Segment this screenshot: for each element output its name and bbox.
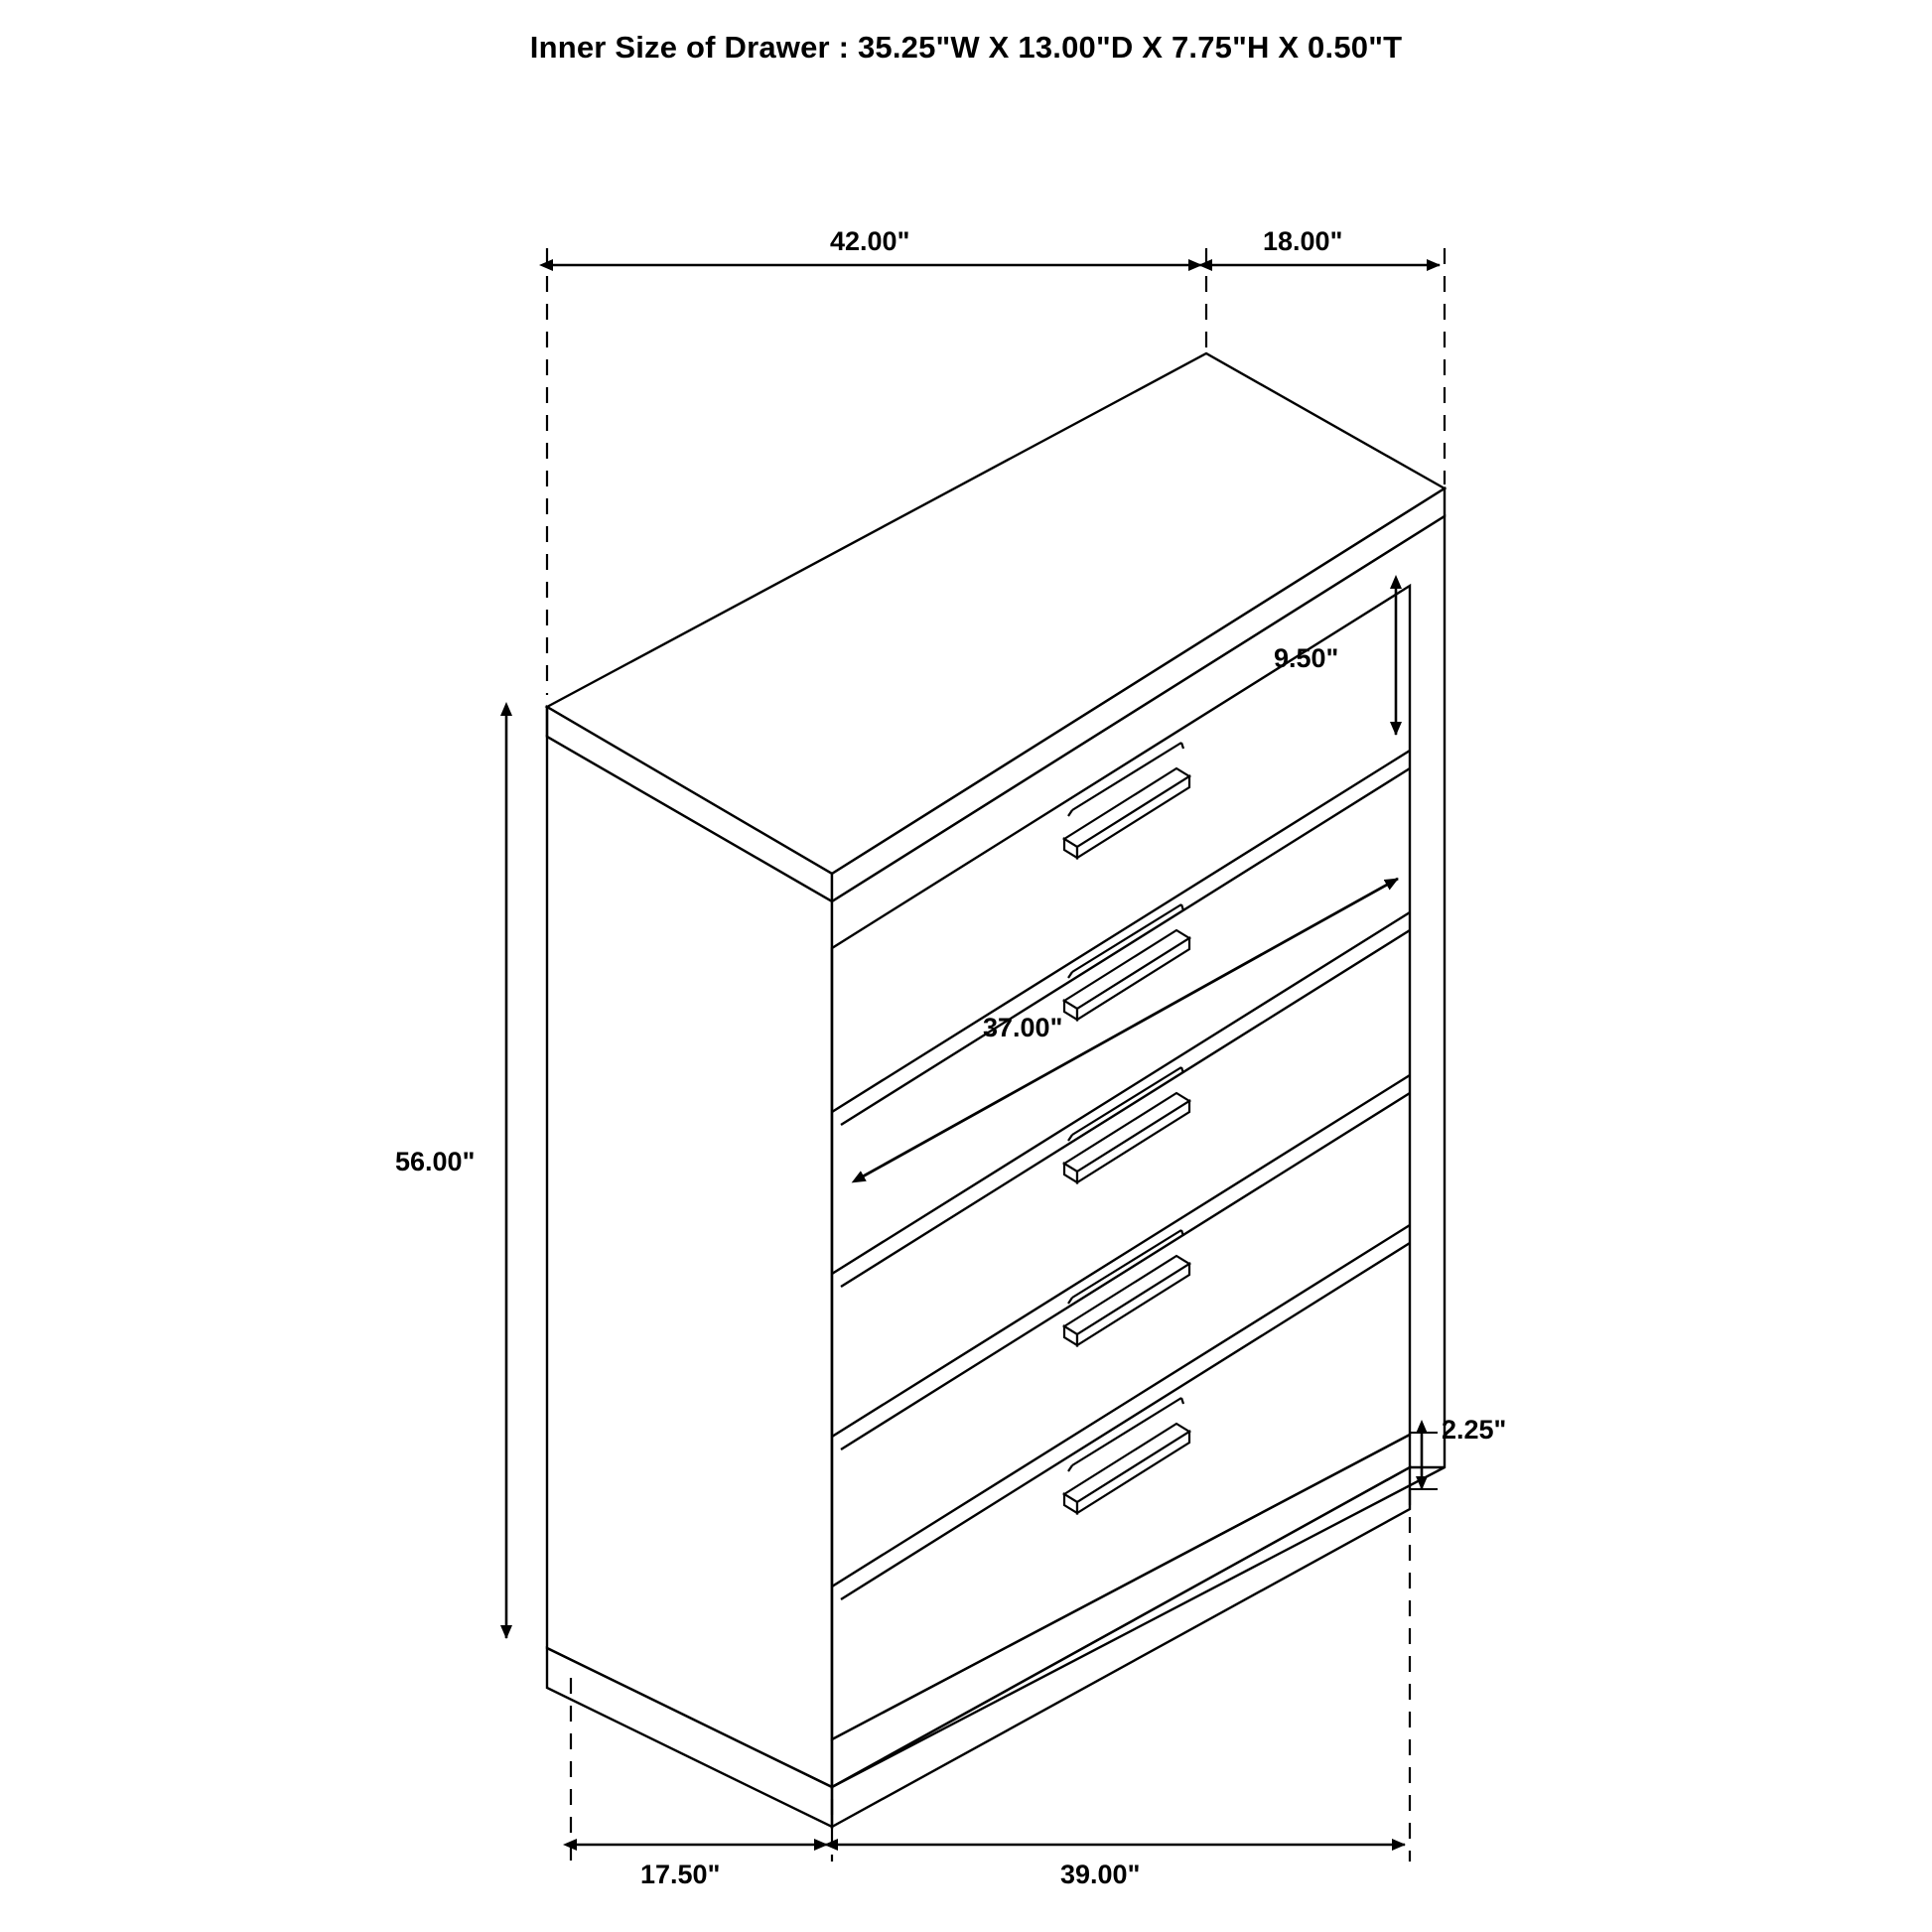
dimension-label-top-depth: 18.00" <box>1263 226 1343 256</box>
dimension-label-top-drawer-height: 9.50" <box>1274 643 1339 673</box>
dimension-label-overall-height: 56.00" <box>395 1147 476 1176</box>
page-title: Inner Size of Drawer : 35.25"W X 13.00"D X 7.75"H X 0.50"T <box>529 30 1403 65</box>
dimension-label-top-width: 42.00" <box>830 226 910 256</box>
dimension-label-drawer-front-width: 37.00" <box>983 1013 1063 1042</box>
chest-body-outline <box>547 353 1445 1827</box>
dimension-label-base-width: 39.00" <box>1060 1860 1141 1889</box>
dimension-label-base-height: 2.25" <box>1442 1415 1507 1445</box>
dimension-label-base-depth: 17.50" <box>640 1860 721 1889</box>
